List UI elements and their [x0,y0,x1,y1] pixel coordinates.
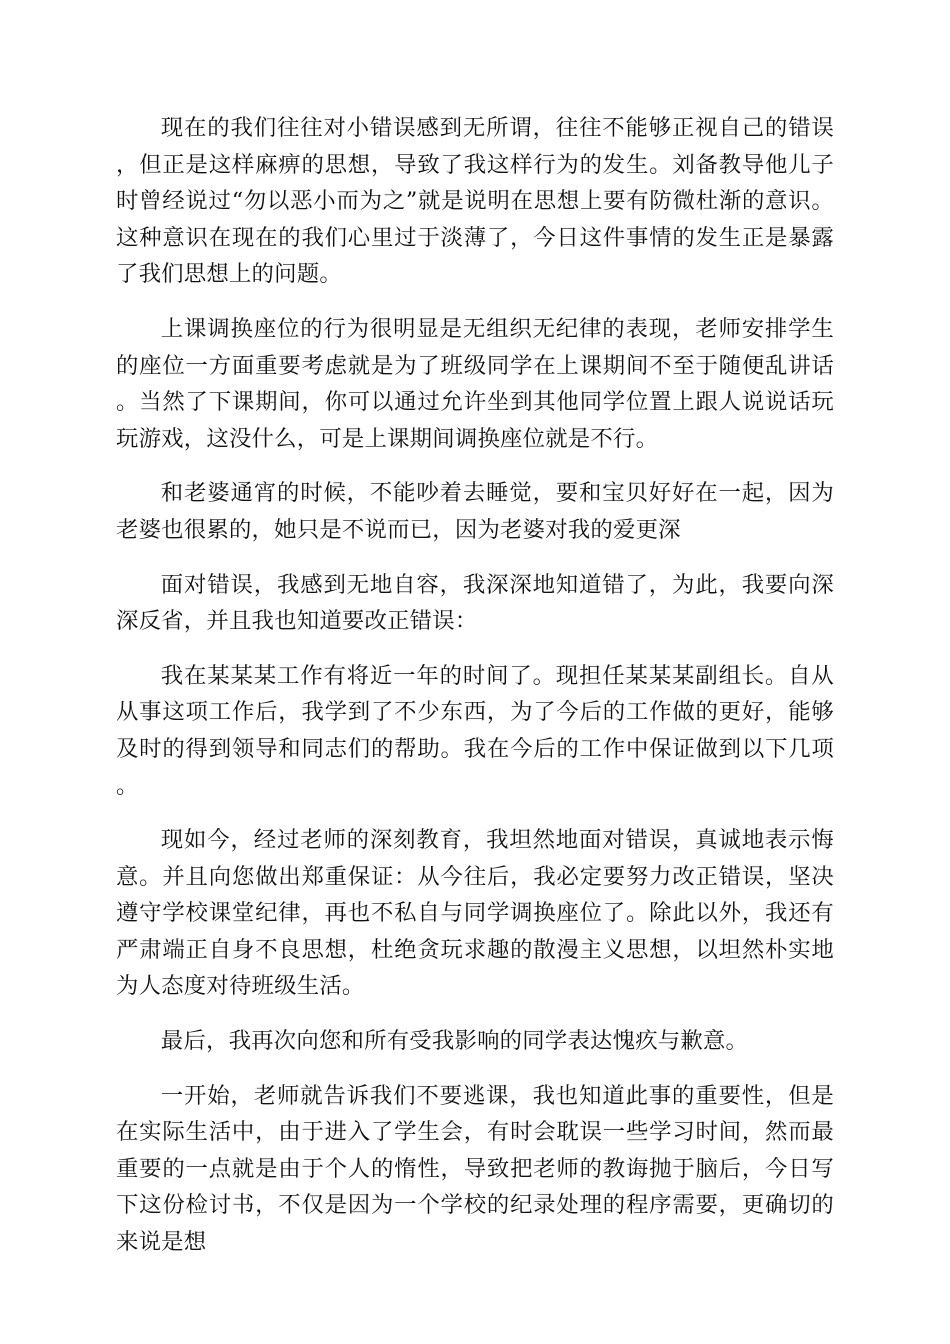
paragraph-1: 现在的我们往往对小错误感到无所谓，往往不能够正视自己的错误，但正是这样麻痹的思想，导致了我这样行为的发生。刘备教导他儿子时曾经说过“勿以恶小而为之”就是说明在思想上要有防微杜渐的意识。这种意识在现在的我们心里过于淡薄了，今日这件事情的发生正是暴露了我们思想上的问题。 [116,115,834,288]
paragraph-7: 最后，我再次向您和所有受我影响的同学表达愧疚与歉意。 [160,1028,749,1055]
paragraph-6: 现如今，经过老师的深刻教育，我坦然地面对错误，真诚地表示悔意。并且向您做出郑重保证：从今往后，我必定要努力改正错误，坚决遵守学校课堂纪律，再也不私自与同学调换座位了。除此以外，我还有严肃端正自身不良思想，杜绝贪玩求趣的散漫主义思想，以坦然朴实地为人态度对待班级生活。 [116,827,834,1000]
paragraph-8: 一开始，老师就告诉我们不要逃课，我也知道此事的重要性，但是在实际生活中，由于进入了学生会，有时会耽误一些学习时间，然而最重要的一点就是由于个人的惰性，导致把老师的教诲抛于脑后，今日写下这份检讨书，不仅是因为一个学校的纪录处理的程序需要，更确切的来说是想 [116,1082,834,1256]
paragraph-3: 和老婆通宵的时候，不能吵着去睡觉，要和宝贝好好在一起，因为老婆也很累的，她只是不说而已，因为老婆对我的爱更深 [116,480,834,543]
paragraph-4: 面对错误，我感到无地自容，我深深地知道错了，为此，我要向深深反省，并且我也知道要改正错误： [116,571,834,635]
paragraph-5: 我在某某某工作有将近一年的时间了。现担任某某某副组长。自从从事这项工作后，我学到了不少东西，为了今后的工作做的更好，能够及时的得到领导和同志们的帮助。我在今后的工作中保证做到以下几项。 [116,662,834,799]
document-body [116,110,834,1279]
paragraph-2: 上课调换座位的行为很明显是无组织无纪律的表现，老师安排学生的座位一方面重要考虑就是为了班级同学在上课期间不至于随便乱讲话。当然了下课期间，你可以通过允许坐到其他同学位置上跟人说说话玩玩游戏，这没什么，可是上课期间调换座位就是不行。 [116,315,834,452]
